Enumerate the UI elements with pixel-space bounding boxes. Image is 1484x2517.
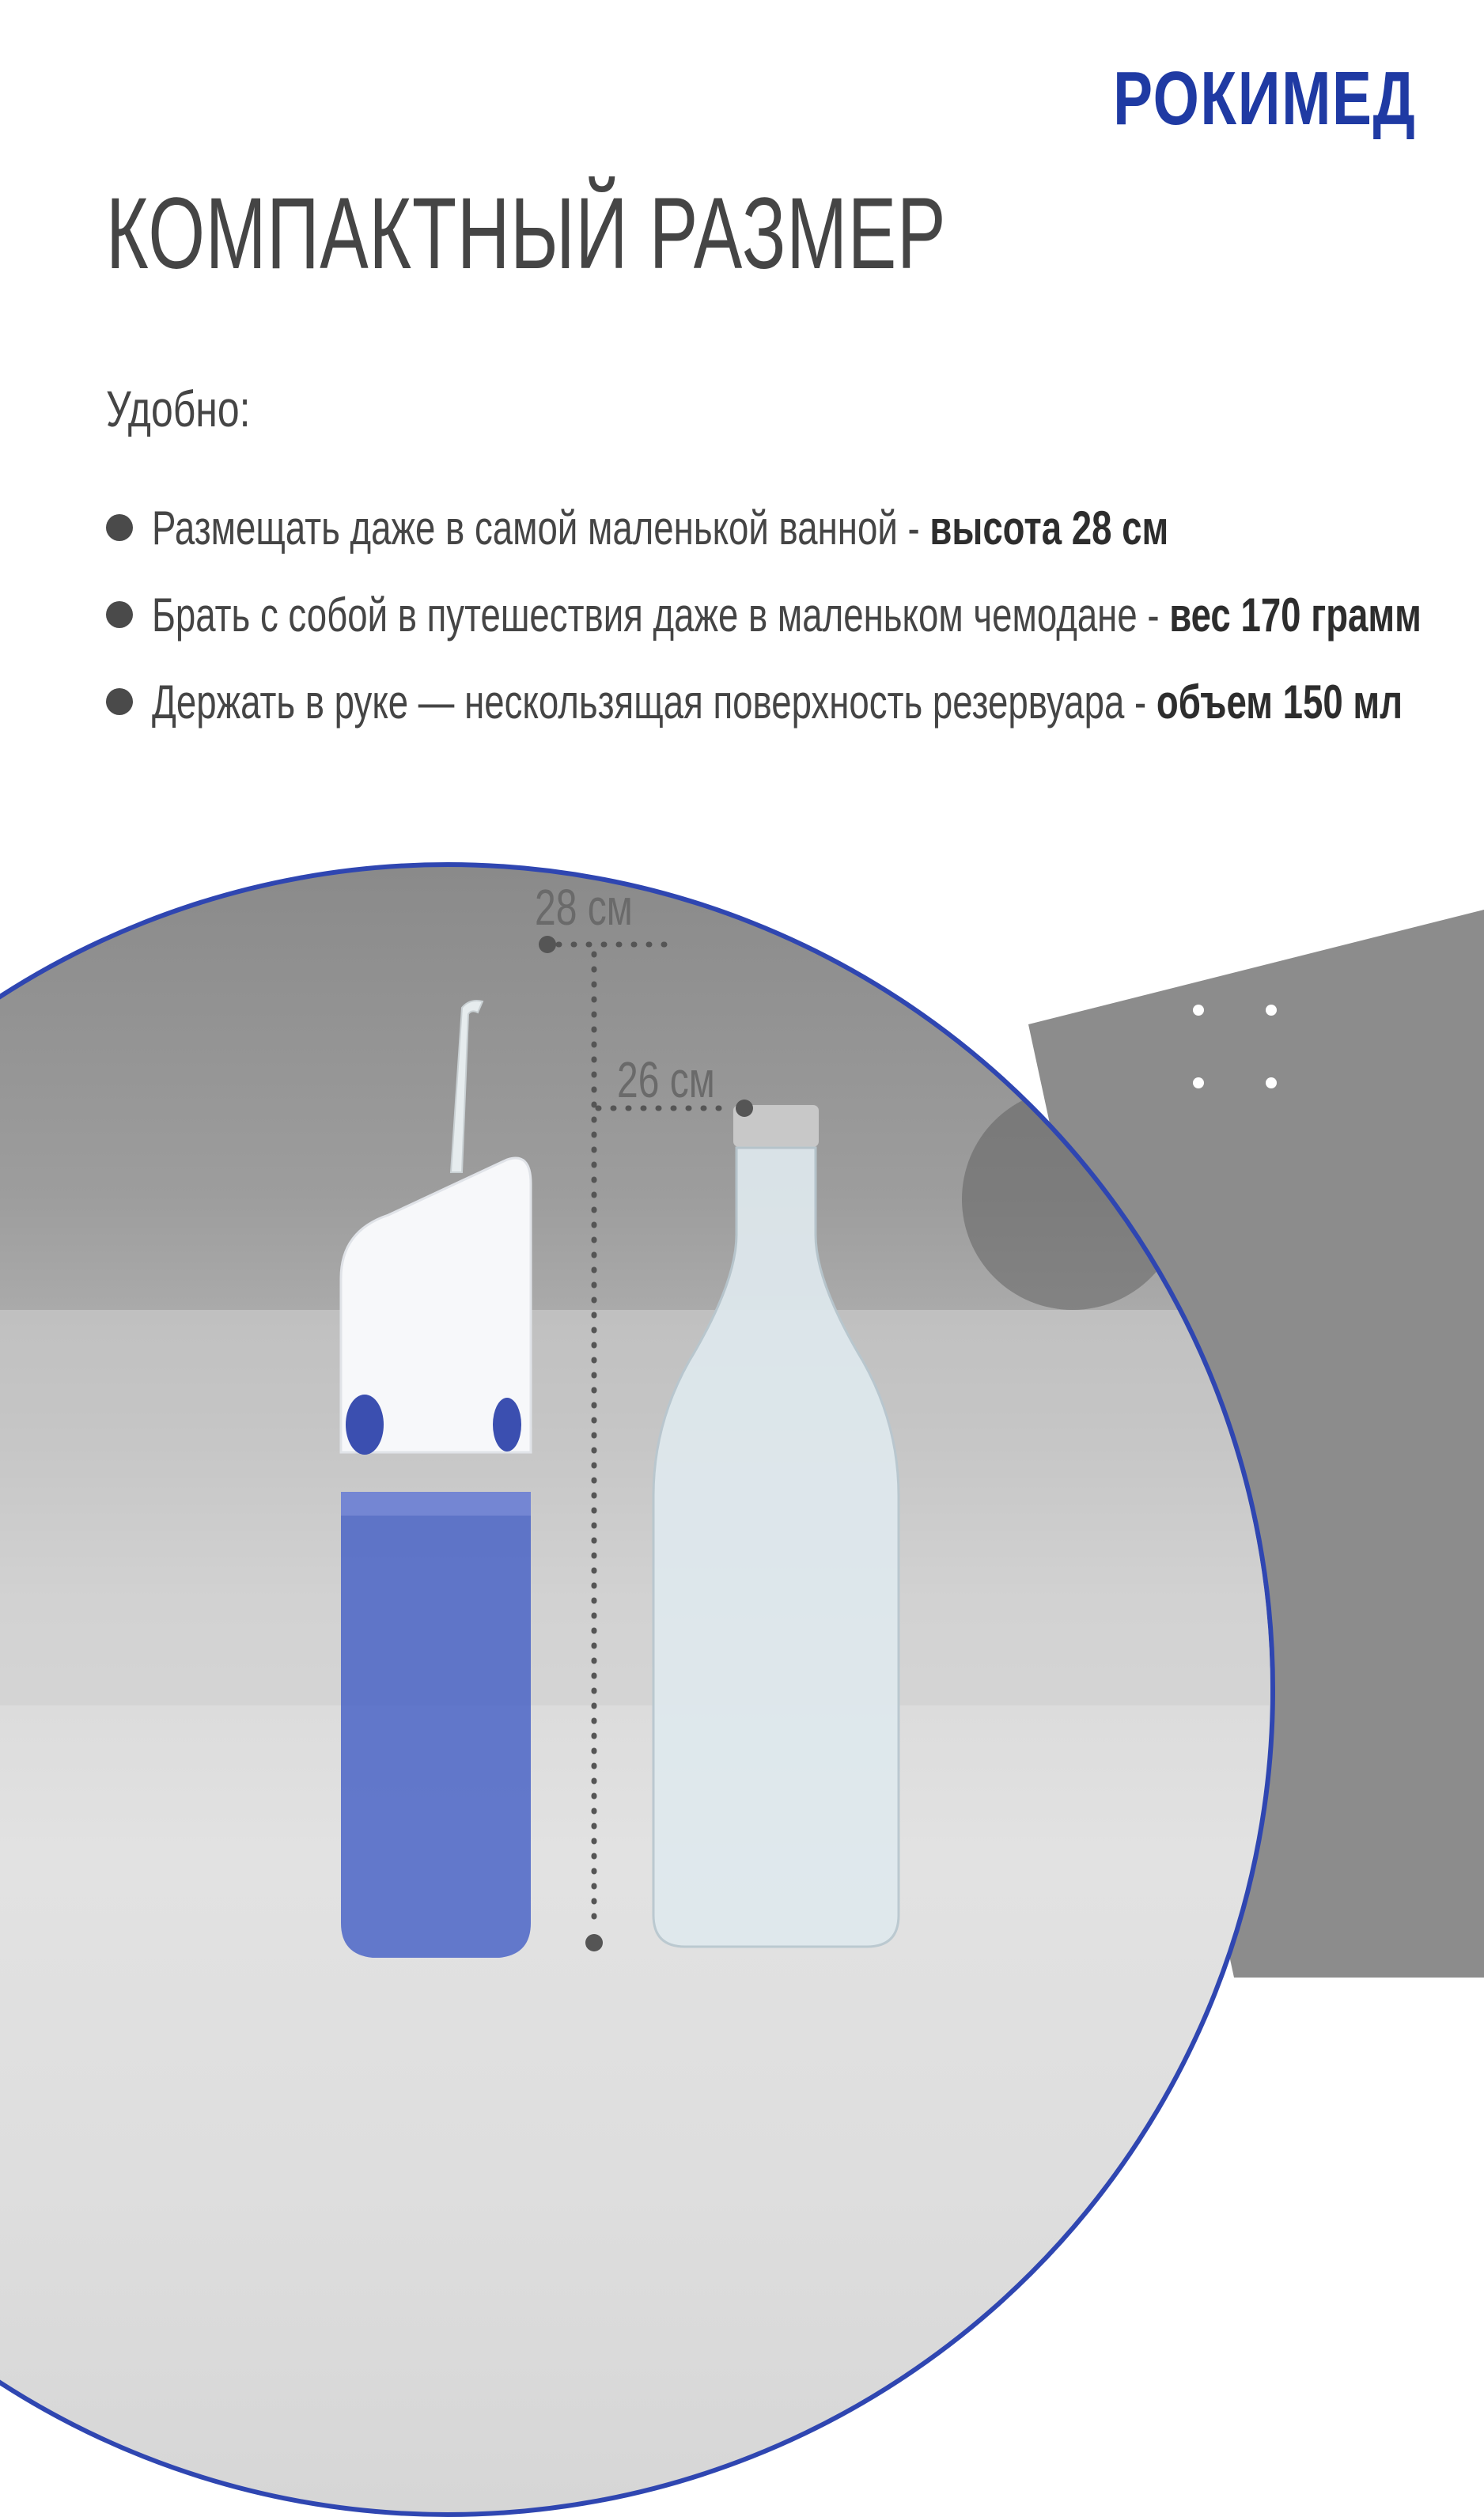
intro-text: Удобно: — [106, 380, 251, 437]
brand-logo: РОКИМЕД — [1112, 56, 1416, 141]
feature-highlight: объем 150 мл — [1156, 675, 1403, 729]
feature-text: Размещать даже в самой маленькой ванной - высота 28 см — [152, 501, 1169, 554]
bottle-image — [653, 1104, 899, 1947]
feature-highlight: вес 170 грамм — [1169, 588, 1422, 642]
feature-highlight: высота 28 см — [929, 501, 1169, 554]
feature-text: Держать в руке — нескользящая поверхность резервуара - объем 150 мл — [152, 675, 1403, 729]
page-title: КОМПАКТНЫЙ РАЗМЕР — [106, 177, 947, 290]
bottle-height-label: 26 см — [617, 1051, 715, 1108]
feature-text: Брать с собой в путешествия даже в маленьком чемодане - вес 170 грамм — [152, 588, 1422, 642]
irrigator-height-label: 28 см — [535, 879, 633, 936]
product-photo — [0, 862, 1275, 2517]
